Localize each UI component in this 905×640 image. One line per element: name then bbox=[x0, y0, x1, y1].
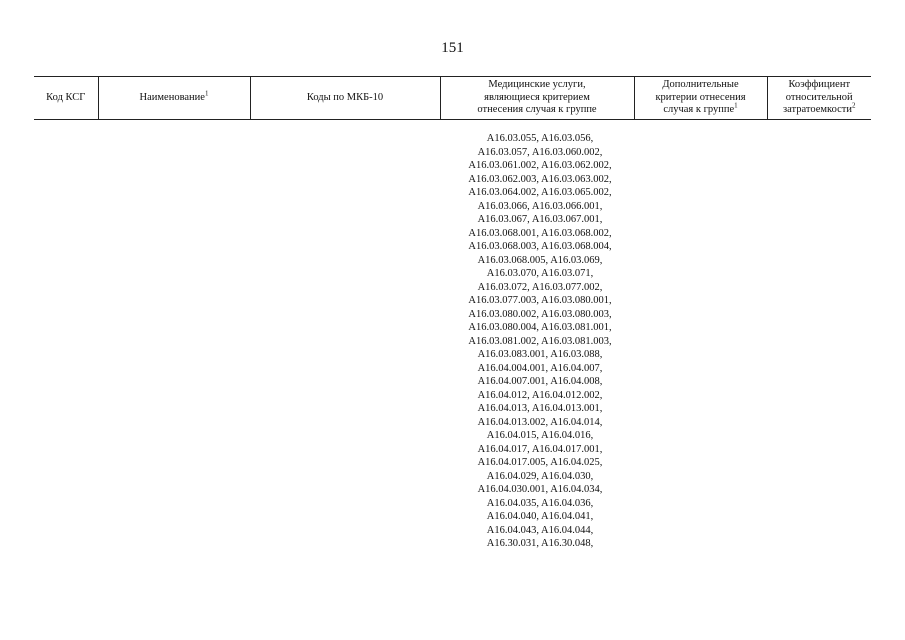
service-code-line: A16.03.070, A16.03.071, bbox=[486, 268, 594, 279]
service-code-line: A16.04.017.005, A16.04.025, bbox=[477, 457, 603, 468]
footnote-marker: 1 bbox=[734, 101, 738, 110]
service-code-line: A16.04.040, A16.04.041, bbox=[486, 511, 594, 522]
footnote-marker: 2 bbox=[851, 101, 856, 110]
column-header-mkb bbox=[250, 77, 440, 120]
column-header-name-label: Наименование bbox=[139, 91, 205, 103]
service-code-line: A16.03.064.002, A16.03.065.002, bbox=[468, 187, 612, 198]
service-code-line: A16.04.004.001, A16.04.007, bbox=[477, 362, 603, 374]
service-code-line: A16.04.013.002, A16.04.014, bbox=[477, 416, 603, 428]
column-header-name bbox=[98, 77, 250, 120]
column-header-services-line: являющиеся критерием bbox=[484, 91, 590, 103]
column-header-extra-criteria bbox=[634, 77, 767, 120]
column-header-coef-line bbox=[771, 101, 869, 117]
service-code-line: A16.03.068.003, A16.03.068.004, bbox=[468, 241, 612, 252]
service-codes-cell bbox=[440, 132, 640, 551]
footnote-marker: 1 bbox=[204, 89, 209, 98]
service-code-line: A16.03.061.002, A16.03.062.002, bbox=[468, 160, 612, 171]
service-code-line: A16.03.083.001, A16.03.088, bbox=[477, 349, 603, 360]
column-header-extra-line bbox=[638, 101, 764, 117]
service-code-line: A16.03.080.002, A16.03.080.003, bbox=[468, 308, 612, 320]
service-code-line: A16.30.031, A16.30.048, bbox=[486, 538, 594, 549]
service-code-line: A16.04.043, A16.04.044, bbox=[486, 524, 594, 536]
column-header-services-line: Медицинские услуги, bbox=[488, 79, 586, 91]
table-header bbox=[34, 76, 871, 120]
service-code-line: A16.04.029, A16.04.030, bbox=[486, 470, 594, 482]
service-code-line: A16.03.057, A16.03.060.002, bbox=[477, 146, 603, 158]
column-header-coef-line: Коэффициент bbox=[788, 79, 851, 91]
page-number: 151 bbox=[441, 40, 464, 56]
column-header-services-line: отнесения случая к группе bbox=[477, 104, 597, 116]
service-code-line: A16.03.066, A16.03.066.001, bbox=[477, 200, 603, 212]
service-code-line: A16.03.062.003, A16.03.063.002, bbox=[468, 173, 612, 185]
service-code-line: A16.03.068.005, A16.03.069, bbox=[477, 254, 603, 266]
service-code-line: A16.03.068.001, A16.03.068.002, bbox=[468, 227, 612, 239]
service-code-line: A16.04.012, A16.04.012.002, bbox=[477, 389, 603, 401]
column-header-coef-line: относительной bbox=[785, 91, 853, 103]
service-code-line: A16.03.067, A16.03.067.001, bbox=[477, 214, 603, 225]
service-code-line: A16.04.007.001, A16.04.008, bbox=[477, 376, 603, 387]
service-code-line: A16.03.081.002, A16.03.081.003, bbox=[468, 335, 612, 347]
service-code-line: A16.04.030.001, A16.04.034, bbox=[477, 484, 603, 495]
column-header-coef-text: затратоемкости bbox=[783, 104, 852, 116]
column-header-ksg-code-label: Код КСГ bbox=[46, 91, 86, 103]
column-header-services bbox=[440, 77, 634, 120]
service-code-line: A16.04.015, A16.04.016, bbox=[486, 430, 594, 441]
service-code-line: A16.03.080.004, A16.03.081.001, bbox=[468, 322, 612, 333]
service-code-line: A16.04.017, A16.04.017.001, bbox=[477, 443, 603, 455]
service-code-line: A16.04.035, A16.04.036, bbox=[486, 497, 594, 509]
column-header-extra-line: критерии отнесения bbox=[655, 91, 746, 103]
service-code-line: A16.03.055, A16.03.056, bbox=[486, 133, 594, 144]
service-code-line: A16.04.013, A16.04.013.001, bbox=[477, 403, 603, 414]
service-code-line: A16.03.072, A16.03.077.002, bbox=[477, 281, 603, 293]
column-header-extra-line: Дополнительные bbox=[662, 79, 739, 91]
column-header-ksg-code bbox=[34, 77, 98, 120]
column-header-mkb-label: Коды по МКБ-10 bbox=[306, 91, 384, 103]
column-header-extra-text: случая к группе bbox=[663, 104, 735, 116]
service-code-line: A16.03.077.003, A16.03.080.001, bbox=[468, 295, 612, 306]
column-header-coefficient bbox=[767, 77, 871, 120]
